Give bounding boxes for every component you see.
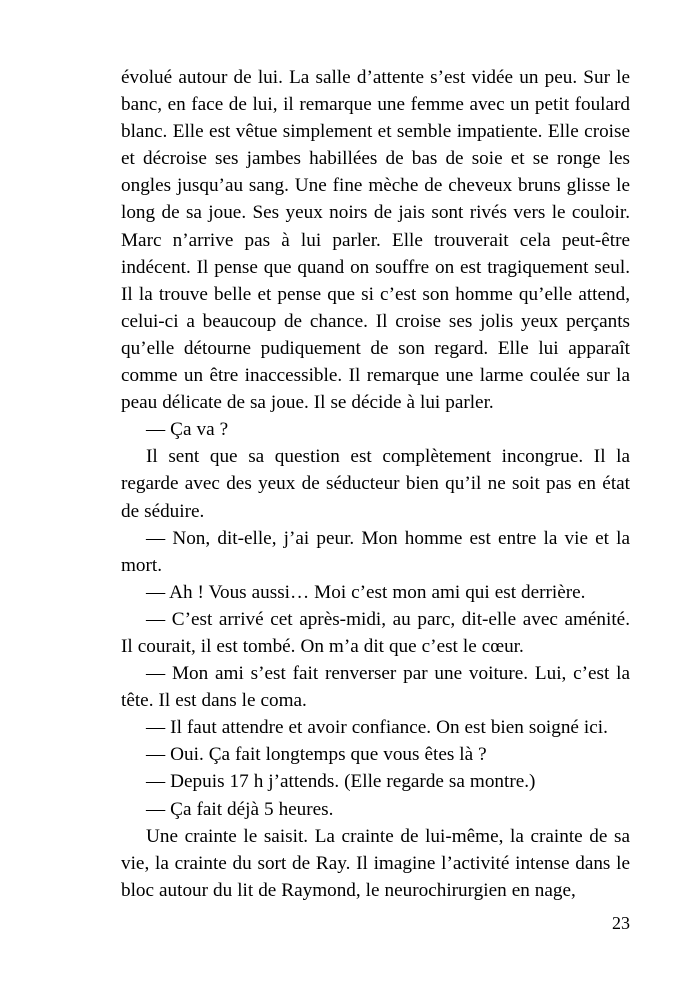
- paragraph-dialogue-oui-ca-fait-longtemps: — Oui. Ça fait longtemps que vous êtes là ?: [146, 744, 487, 766]
- paragraph-dialogue-ca-fait-deja-5-heures: — Ça fait déjà 5 heures.: [146, 798, 334, 820]
- page-text-block: [121, 64, 630, 904]
- paragraph-dialogue-ca-va: — Ça va ?: [146, 419, 229, 441]
- paragraph-dialogue-cest-arrive: — C’est arrivé cet après-midi, au parc, dit-elle avec aménité. Il courait, il est tombé. On m’a dit que c’est le cœur.: [121, 608, 630, 657]
- paragraph-dialogue-depuis-17h: — Depuis 17 h j’attends. (Elle regarde sa montre.): [146, 771, 536, 793]
- paragraph-dialogue-ah-vous-aussi: — Ah ! Vous aussi… Moi c’est mon ami qui est derrière.: [146, 581, 586, 603]
- paragraph-narration-question-incongrue: Il sent que sa question est complètement incongrue. Il la regarde avec des yeux de séducteur bien qu’il ne soit pas en état de séduire.: [121, 446, 630, 522]
- page-number: 23: [612, 913, 630, 933]
- paragraph-narration-continued: évolué autour de lui. La salle d’attente s’est vidée un peu. Sur le banc, en face de lui, il remarque une femme avec un petit foulard blanc. Elle est vêtue simplement et semble impatiente. Elle croise et décroise ses jambes habillées de bas de soie et se ronge les ongles jusqu’au sang. Une fine mèche de cheveux bruns glisse le long de sa joue. Ses yeux noirs de jais sont rivés vers le couloir. Marc n’arrive pas à lui parler. Elle trouverait cela peut-être indécent. Il pense que quand on souffre on est tragiquement seul. Il la trouve belle et pense que si c’est son homme qu’elle attend, celui-ci a beaucoup de chance. Il croise ses jolis yeux perçants qu’elle détourne pudiquement de son regard. Elle lui apparaît comme un être inaccessible. Il remarque une larme coulée sur la peau délicate de sa joue. Il se décide à lui parler.: [121, 67, 630, 414]
- paragraph-narration-une-crainte: Une crainte le saisit. La crainte de lui-même, la crainte de sa vie, la crainte du sort de Ray. Il imagine l’activité intense dans le bloc autour du lit de Raymond, le neurochirurgien en nage,: [121, 825, 630, 901]
- paragraph-dialogue-il-faut-attendre: — Il faut attendre et avoir confiance. On est bien soigné ici.: [146, 717, 608, 739]
- paragraph-dialogue-mon-ami-renverse: — Mon ami s’est fait renverser par une voiture. Lui, c’est la tête. Il est dans le coma.: [121, 663, 630, 712]
- paragraph-dialogue-non-jai-peur: — Non, dit-elle, j’ai peur. Mon homme est entre la vie et la mort.: [121, 527, 630, 576]
